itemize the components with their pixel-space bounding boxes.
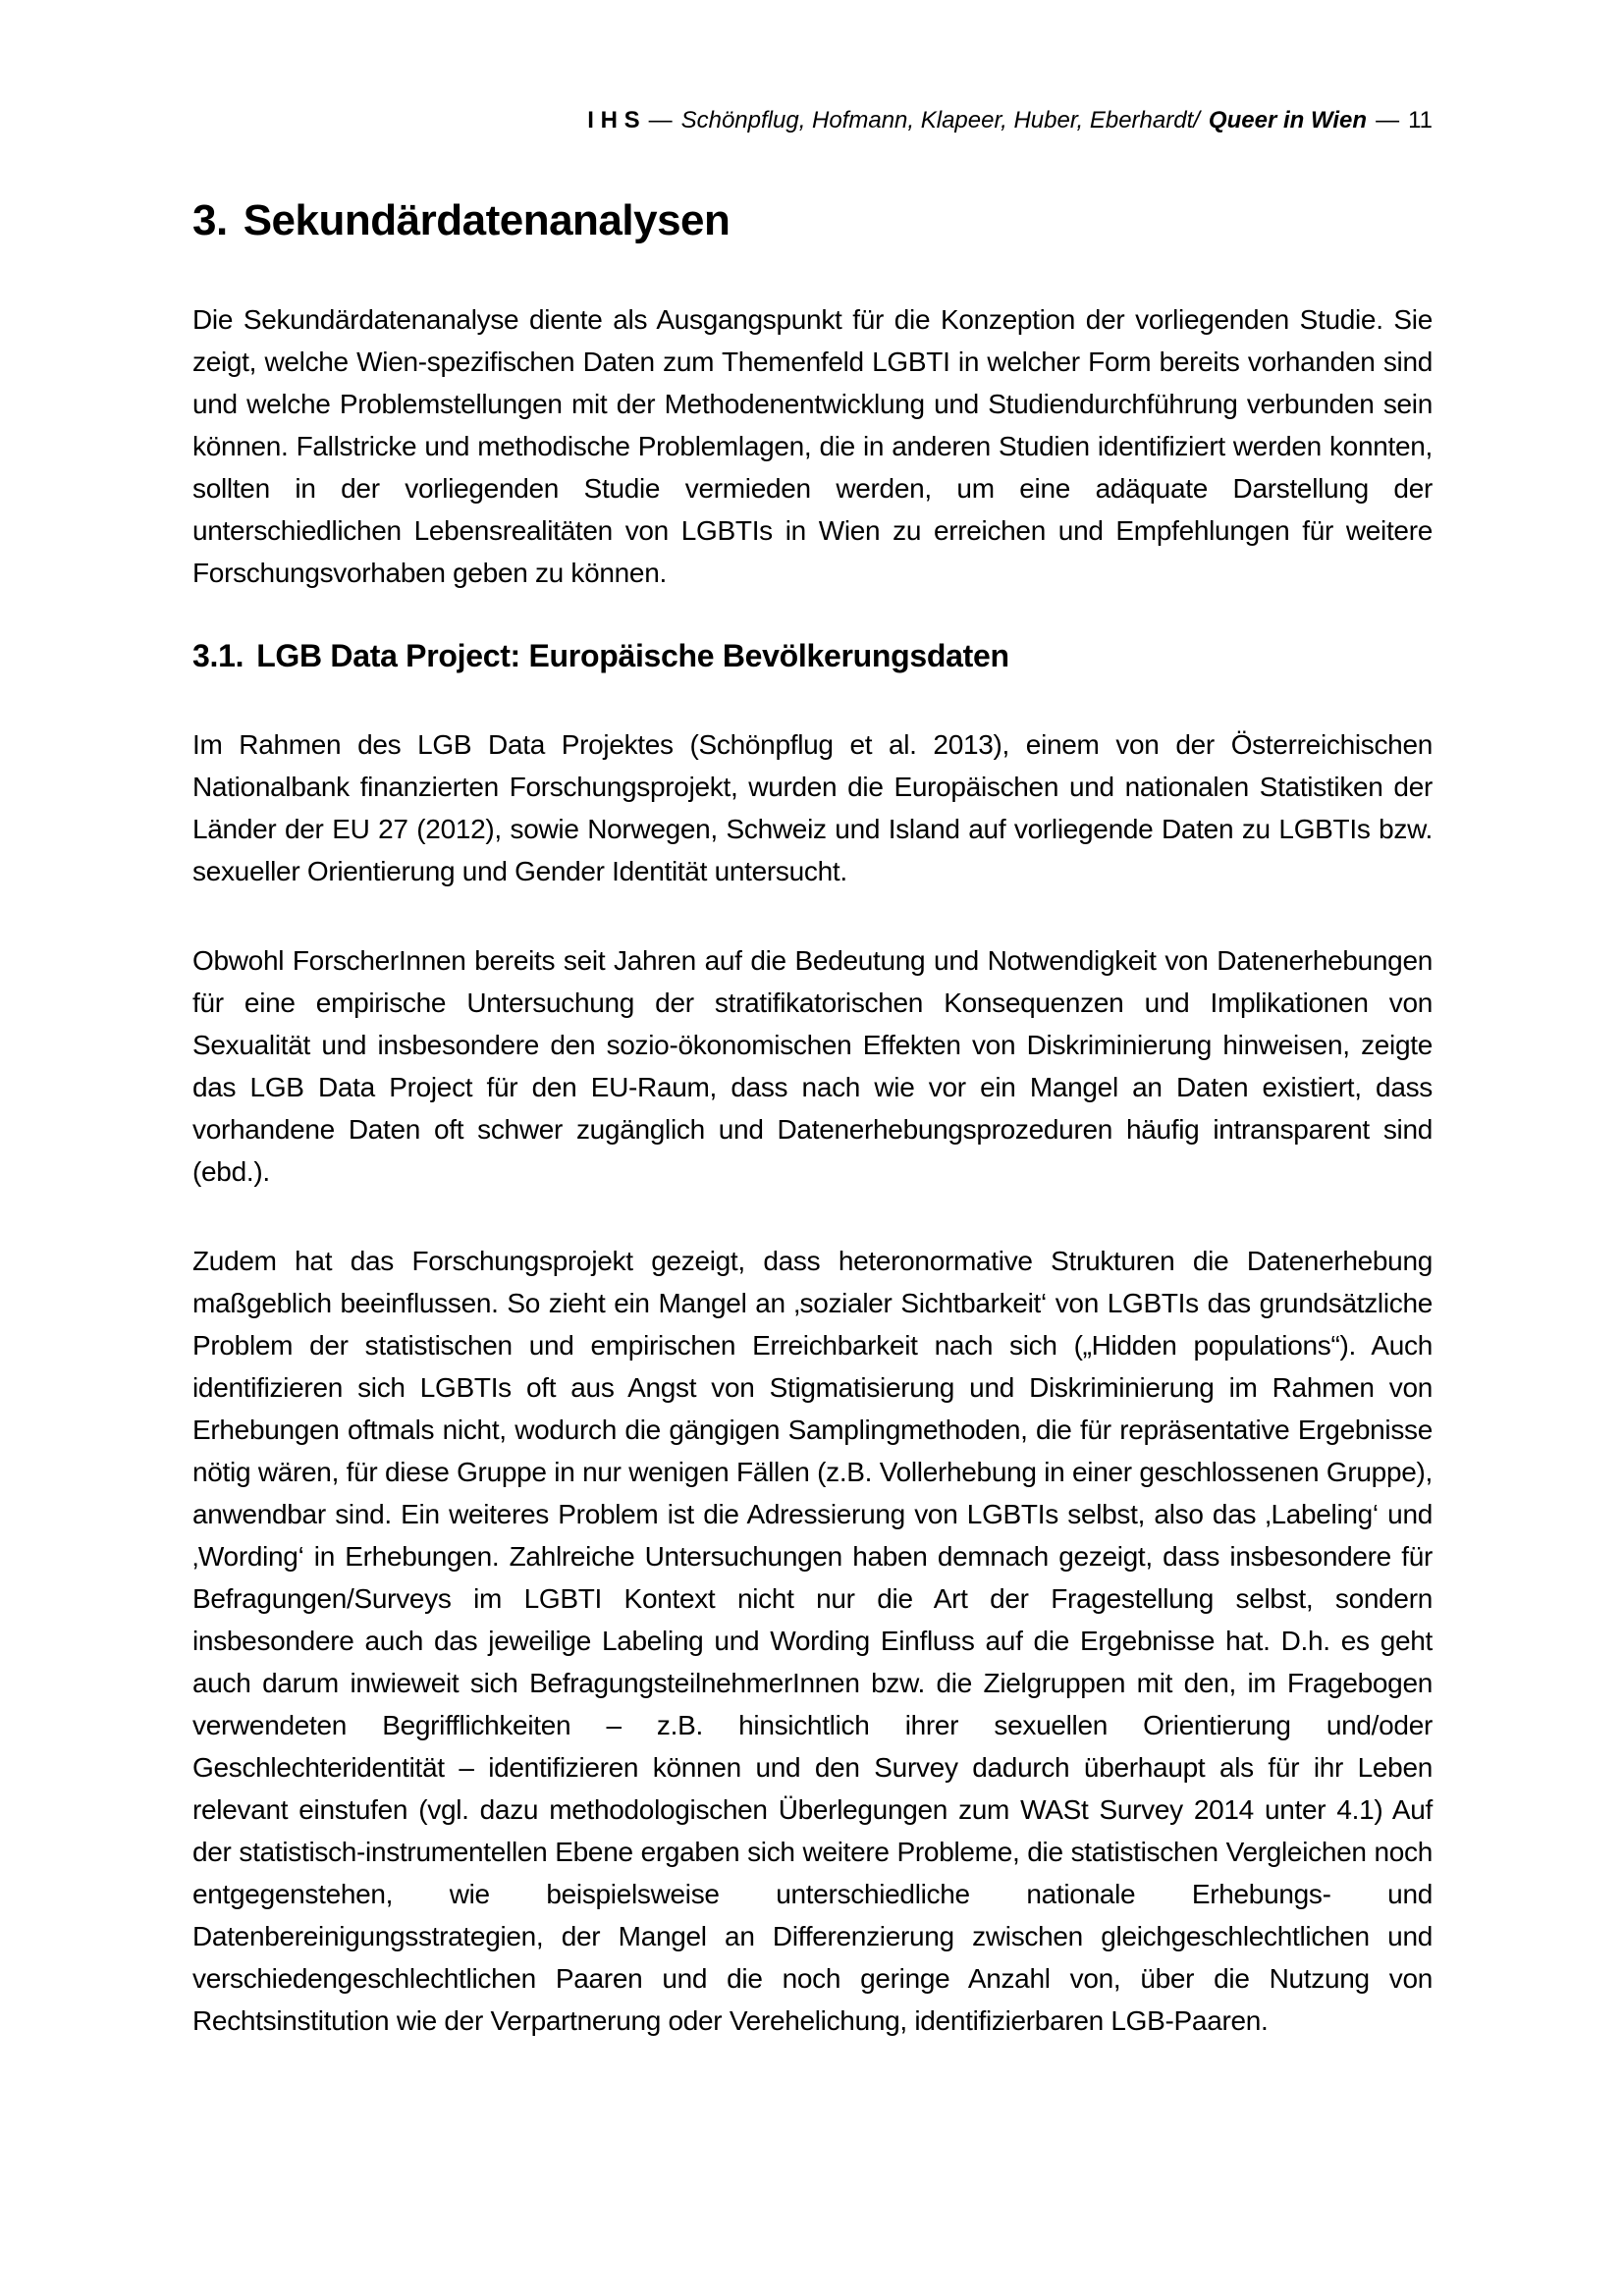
chapter-intro-paragraph: Die Sekundärdatenanalyse diente als Ausgangspunkt für die Konzeption der vorliegenden Studie. Sie zeigt, welche Wien-spezifischen Daten zum Themenfeld LGBTI in welcher Form bereits vorhanden sind und welche Problemstellungen mit der Methodenentwicklung und Studiendurchführung verbunden sein können. Fallstricke und methodische Problemlagen, die in anderen Studien identifiziert werden konnten, sollten in der vorliegenden Studie vermieden werden, um eine adäquate Darstellung der unterschiedlichen Lebensrealitäten von LGBTIs in Wien zu erreichen und Empfehlungen für weitere Forschungsvorhaben geben zu können. [192, 304, 1433, 588]
chapter-title-text: Sekundärdatenanalysen [243, 196, 731, 244]
page-header [192, 106, 1433, 135]
chapter-number: 3. [192, 196, 228, 244]
header-institution: I H S [587, 107, 640, 133]
section-number: 3.1. [192, 638, 244, 673]
section-paragraph-3: Zudem hat das Forschungsprojekt gezeigt, dass heteronormative Strukturen die Datenerhebung maßgeblich beeinflussen. So zieht ein Mangel an ‚sozialer Sichtbarkeit‘ von LGBTIs das grundsätzliche Problem der statistischen und empirischen Erreichbarkeit nach sich („Hidden populations“). Auch identifizieren sich LGBTIs oft aus Angst von Stigmatisierung und Diskriminierung im Rahmen von Erhebungen oftmals nicht, wodurch die gängigen Samplingmethoden, die für repräsentative Ergebnisse nötig wären, für diese Gruppe in nur wenigen Fällen (z.B. Vollerhebung in einer geschlossenen Gruppe), anwendbar sind. Ein weiteres Problem ist die Adressierung von LGBTIs selbst, also das ‚Labeling‘ und ‚Wording‘ in Erhebungen. Zahlreiche Untersuchungen haben demnach gezeigt, dass insbesondere für Befragungen/Surveys im LGBTI Kontext nicht nur die Art der Fragestellung selbst, sondern insbesondere auch das jeweilige Labeling und Wording Einfluss auf die Ergebnisse hat. D.h. es geht auch darum inwieweit sich BefragungsteilnehmerInnen bzw. die Zielgruppen mit den, im Fragebogen verwendeten Begrifflichkeiten – z.B. hinsichtlich ihrer sexuellen Orientierung und/oder Geschlechteridentität – identifizieren können und den Survey dadurch überhaupt als für ihr Leben relevant einstufen (vgl. dazu methodologischen Überlegungen zum WASt Survey 2014 unter 4.1) Auf der statistisch-instrumentellen Ebene ergaben sich weitere Probleme, die statistischen Vergleichen noch entgegenstehen, wie beispielsweise unterschiedliche nationale Erhebungs- und Datenbereinigungsstrategien, der Mangel an Differenzierung zwischen gleichgeschlechtlichen und verschiedengeschlechtlichen Paaren und die noch geringe Anzahl von, über die Nutzung von Rechtsinstitution wie der Verpartnerung oder Verehelichung, identifizierbaren LGB-Paaren. [192, 1246, 1433, 2036]
page-number: 11 [1408, 107, 1433, 133]
header-separator: — [1376, 107, 1400, 133]
section-paragraph-1: Im Rahmen des LGB Data Projektes (Schönpflug et al. 2013), einem von der Österreichischen Nationalbank finanzierten Forschungsprojekt, wurden die Europäischen und nationalen Statistiken der Länder der EU 27 (2012), sowie Norwegen, Schweiz und Island auf vorliegende Daten zu LGBTIs bzw. sexueller Orientierung und Gender Identität untersucht. [192, 729, 1433, 886]
section-title-text: LGB Data Project: Europäische Bevölkerungsdaten [256, 638, 1009, 673]
section-heading [192, 637, 1433, 674]
chapter-heading [192, 196, 1433, 245]
header-authors: Schönpflug, Hofmann, Klapeer, Huber, Eberhardt/ [680, 107, 1200, 133]
section-paragraph-2: Obwohl ForscherInnen bereits seit Jahren auf die Bedeutung und Notwendigkeit von Datenerhebungen für eine empirische Untersuchung der stratifikatorischen Konsequenzen und Implikationen von Sexualität und insbesondere den sozio-ökonomischen Effekten von Diskriminierung hinweisen, zeigte das LGB Data Project für den EU-Raum, dass nach wie vor ein Mangel an Daten existiert, dass vorhandene Daten oft schwer zugänglich und Datenerhebungsprozeduren häufig intransparent sind (ebd.). [192, 945, 1433, 1187]
header-report-title: Queer in Wien [1208, 107, 1368, 133]
header-separator: — [648, 107, 673, 133]
